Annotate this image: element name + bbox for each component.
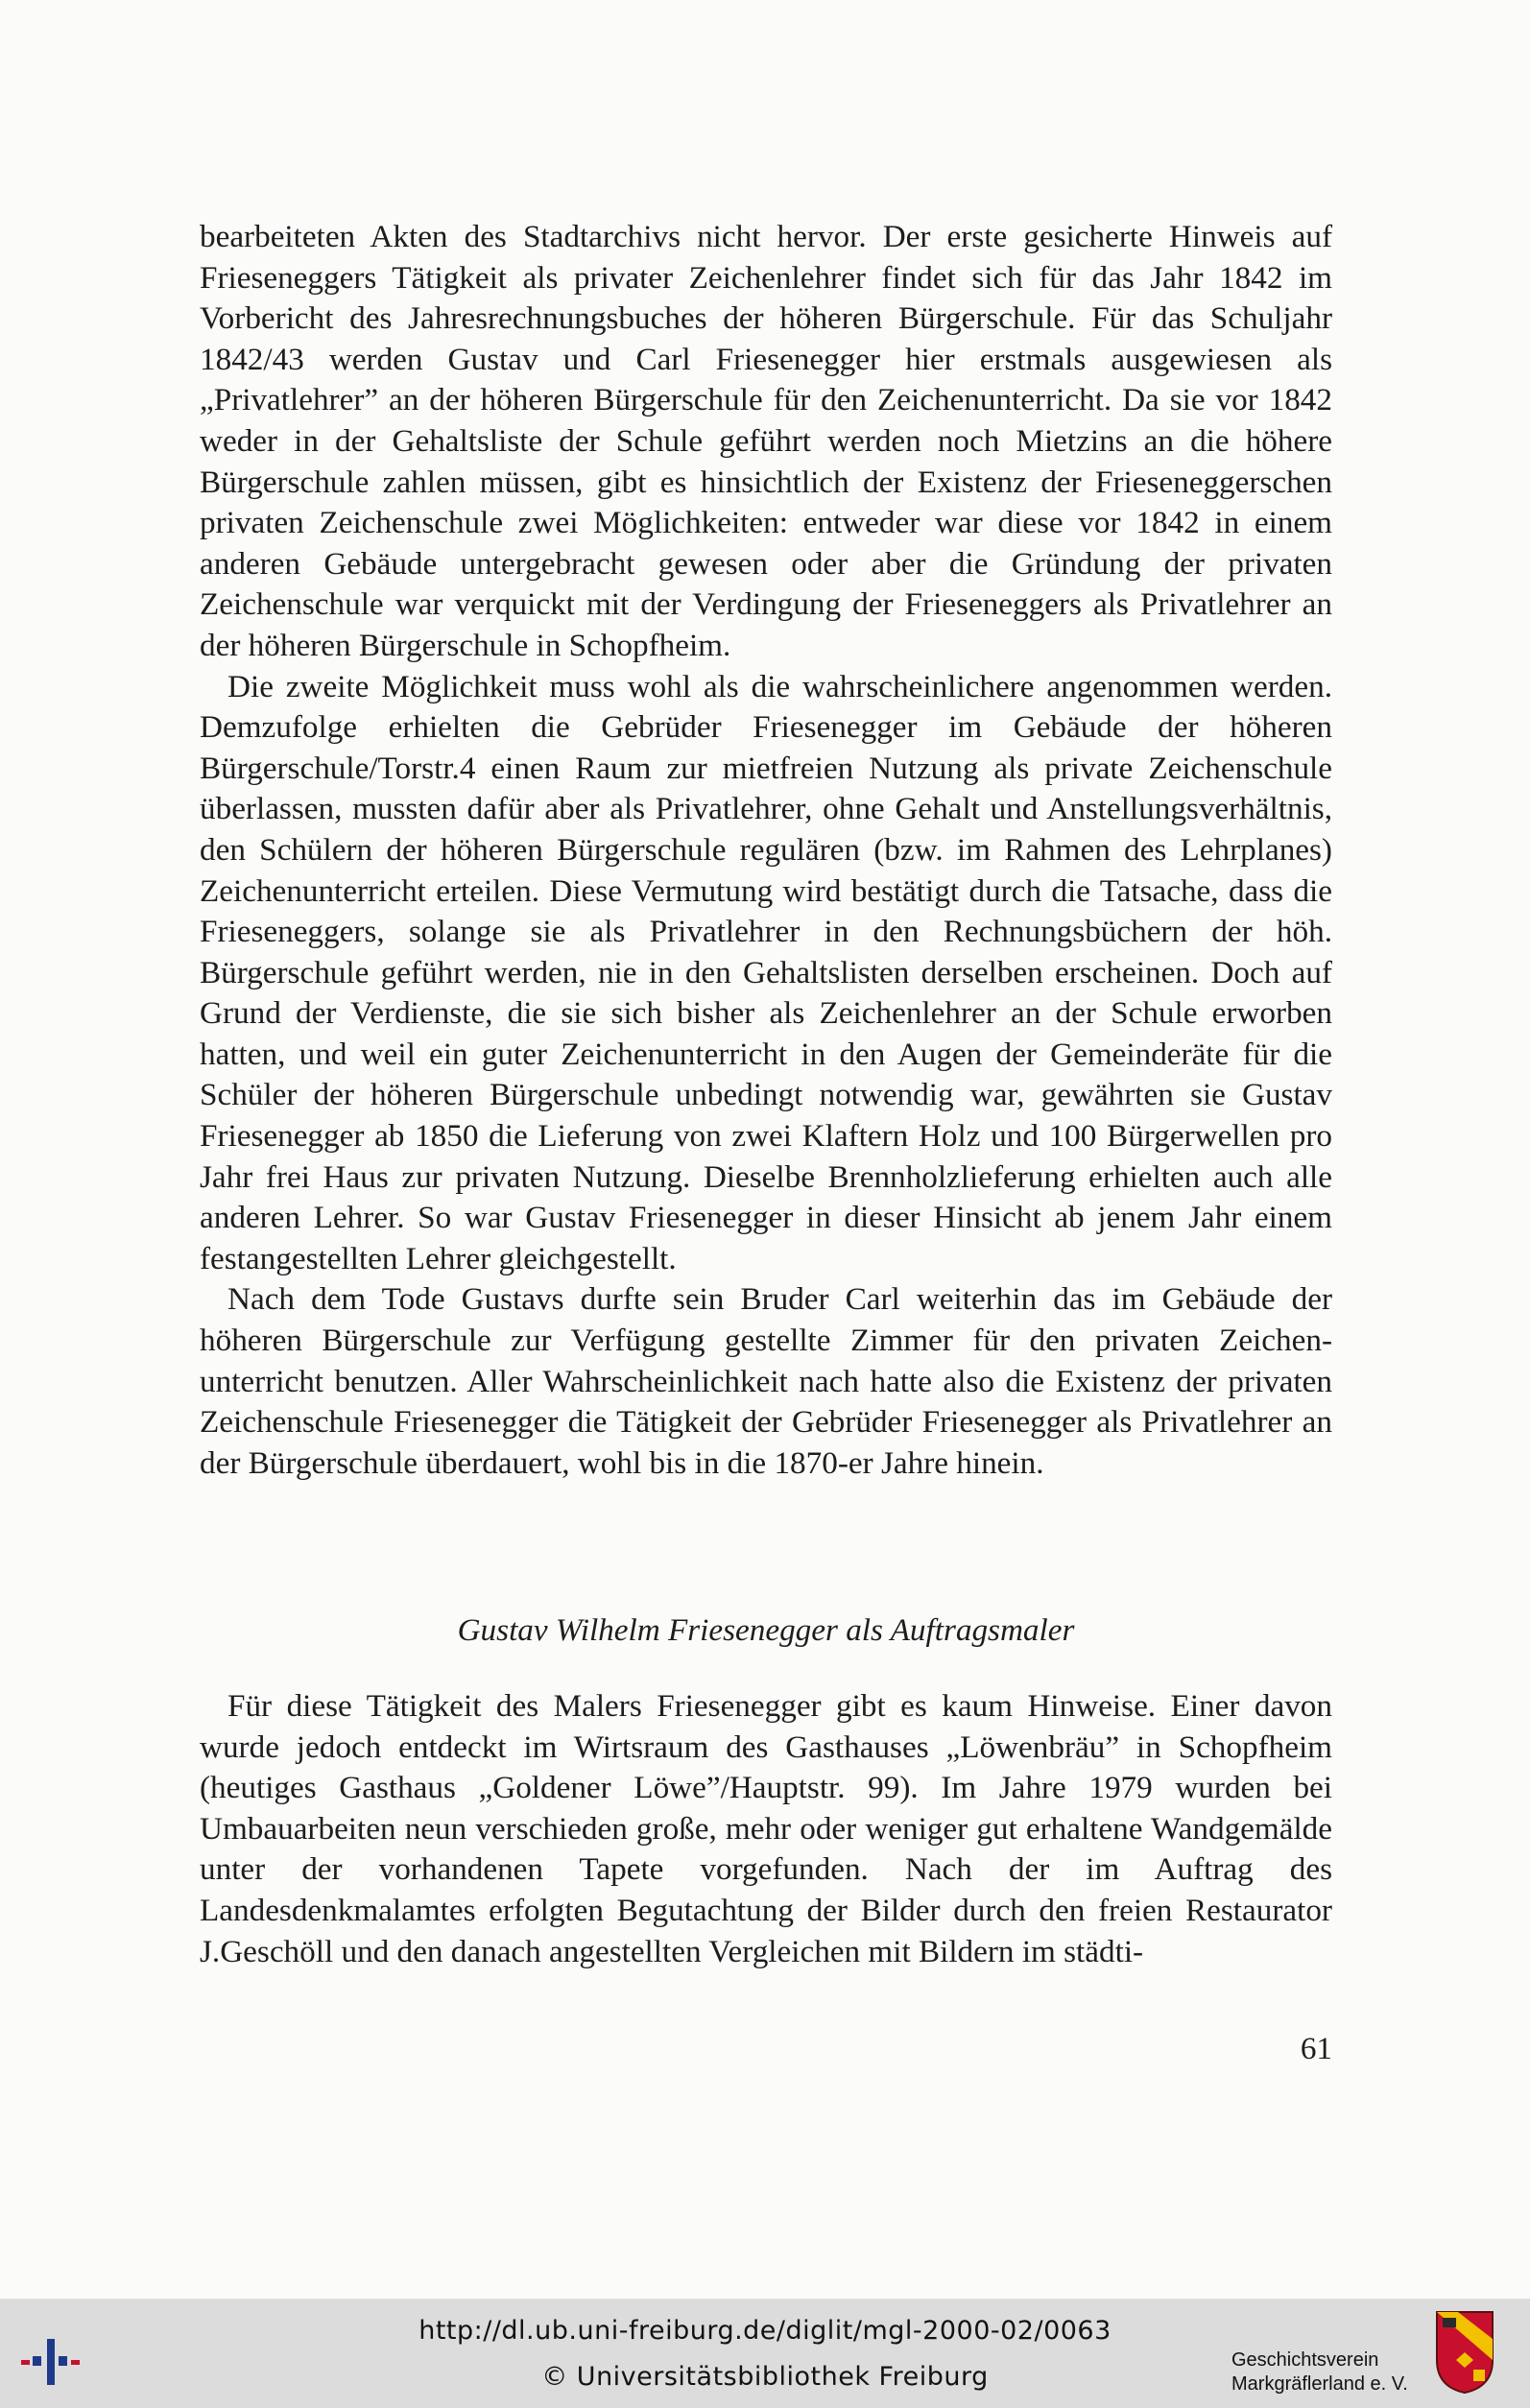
document-url-link[interactable]: http://dl.ub.uni-freiburg.de/diglit/mgl-2000-02/0063: [418, 2316, 1112, 2346]
society-name: [1231, 2348, 1408, 2396]
body-text-lower: [200, 1686, 1332, 1972]
viewer-footer: [0, 2299, 1530, 2408]
page-number: 61: [1300, 2031, 1332, 2066]
society-name-line2: Markgräflerland e. V.: [1231, 2373, 1408, 2395]
paragraph: Für diese Tätigkeit des Malers Friesenegger gibt es kaum Hinweise. Einer davon wurde jedoch entdeckt im Wirtsraum des Gasthauses „Löwenbräu” in Schopfheim (heutiges Gasthaus „Goldener Löwe”/Hauptstr. 99). Im Jahre 1979 wurden bei Umbauarbeiten neun verschieden große, mehr oder weniger gut erhaltene Wandgemälde unter der vorhandenen Tapete vorgefunden. Nach der im Auftrag des Landesdenkmalamtes erfolgten Begutachtung der Bilder durch den freien Restaurator J.Geschöll und den danach angestellten Vergleichen mit Bildern im städti-: [200, 1688, 1332, 1969]
section-heading: Gustav Wilhelm Friesenegger als Auftragsmaler: [457, 1612, 1075, 1648]
body-text-upper: [200, 217, 1332, 1484]
society-name-line1: Geschichtsverein: [1231, 2349, 1379, 2371]
copyright-notice: © Universitätsbibliothek Freiburg: [541, 2362, 989, 2392]
paragraph: Nach dem Tode Gustavs durfte sein Bruder Carl weiterhin das im Gebäude der höheren Bürgerschule zur Verfügung gestellte Zimmer für den privaten Zeichenunterricht benutzen. Aller Wahrscheinlichkeit nach hatte also die Existenz der privaten Zeichenschule Friesenegger die Tätigkeit der Gebrüder Friesenegger als Privatlehrer an der Bürgerschule überdauert, wohl bis in die 1870-er Jahre hinein.: [200, 1281, 1332, 1481]
coat-of-arms-icon[interactable]: [1435, 2310, 1494, 2395]
paragraph: bearbeiteten Akten des Stadtarchivs nicht hervor. Der erste gesicherte Hinweis auf Frieseneggers Tätigkeit als privater Zeichenlehrer findet sich für das Jahr 1842 im Vorbericht des Jahresrechnungsbuches der höheren Bürgerschule. Für das Schuljahr 1842/43 werden Gustav und Carl Friesenegger hier erstmals ausgewiesen als „Privatlehrer” an der höheren Bürgerschule für den Zeichenunterricht. Da sie vor 1842 weder in der Gehaltsliste der Schule geführt werden noch Mietzins an die höhere Bürgerschule zahlen müssen, gibt es hinsichtlich der Existenz der Frieseneggerschen privaten Zeichenschule zwei Möglichkeiten: entweder war diese vor 1842 in einem anderen Gebäude untergebracht gewesen oder aber die Gründung der privaten Zeichenschule war verquickt mit der Verdingung der Frieseneggers als Privatlehrer an der höheren Bürgerschule in Schopfheim.: [200, 219, 1332, 663]
paragraph: Die zweite Möglichkeit muss wohl als die wahrscheinlichere angenommen werden. Demzufolge erhielten die Gebrüder Friesenegger im Gebäude der höheren Bürgerschule/Torstr.4 einen Raum zur mietfreien Nutzung als private Zeichenschule überlassen, mussten dafür aber als Privatlehrer, ohne Gehalt und Anstellungsverhältnis, den Schülern der höheren Bürgerschule regulären (bzw. im Rahmen des Lehrplanes) Zeichenunterricht erteilen. Diese Vermutung wird bestätigt durch die Tatsache, dass die Frieseneggers, solange sie als Privatlehrer in den Rechnungsbüchern der höh. Bürgerschule geführt werden, nie in den Gehaltslisten derselben erscheinen. Doch auf Grund der Verdienste, die sie sich bisher als Zeichenlehrer an der Schule erworben hatten, und weil ein guter Zeichenunterricht in den Augen der Gemeinderäte für die Schüler der höheren Bürgerschule unbedingt notwendig war, gewährten sie Gustav Friesenegger ab 1850 die Lieferung von zwei Klaftern Holz und 100 Bürgerwellen pro Jahr frei Haus zur privaten Nutzung. Dieselbe Brennholzlieferung erhielten auch alle anderen Lehrer. So war Gustav Friesenegger in dieser Hinsicht ab jenem Jahr einem festangestellten Lehrer gleichgestellt.: [200, 668, 1332, 1276]
